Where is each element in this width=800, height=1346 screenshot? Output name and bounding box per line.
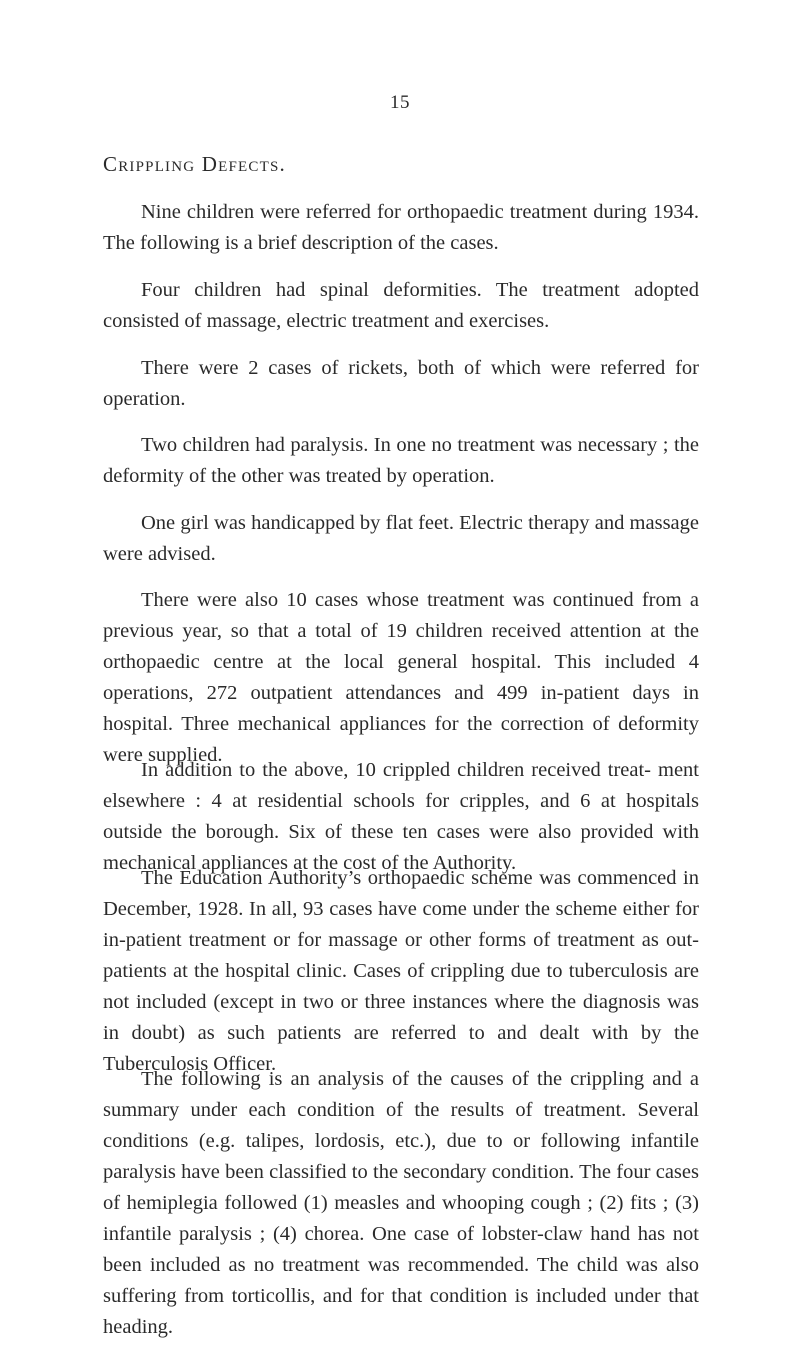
paragraph-rickets — [103, 353, 699, 415]
paragraph-text: One girl was handicapped by flat feet. Electric therapy and massage were advised. — [103, 512, 699, 565]
paragraph-orthopaedic-scheme — [103, 863, 699, 1080]
paragraph-text: The Education Authority’s orthopaedic scheme was commenced in December, 1928. In all, 93 cases have come under the scheme either for in-patient treatment or for massage or other forms of treatment as out-patients at the hospital clinic. Cases of crippling due to tuberculosis are not included (except in two or three instances where the diagnosis was in doubt) as such patients are referred to and dealt with by the Tuberculosis Officer. — [103, 867, 699, 1075]
paragraph-text: Nine children were referred for orthopaedic treatment during 1934. The following is a brief description of the cases. — [103, 201, 699, 254]
paragraph-treatment-elsewhere — [103, 755, 699, 879]
paragraph-referrals — [103, 197, 699, 259]
paragraph-text: The following is an analysis of the causes of the crippling and a summary under each condition of the results of treatment. Several conditions (e.g. talipes, lordosis, etc.), due to or following infantile paralysis have been classified to the secondary condition. The four cases of hemiplegia followed (1) measles and whooping cough ; (2) fits ; (3) infantile paralysis ; (4) chorea. One case of lobster-claw hand has not been included as no treatment was recommended. The child was also suffering from torticollis, and for that condition is included under that heading. — [103, 1068, 699, 1338]
paragraph-text: There were 2 cases of rickets, both of which were referred for operation. — [103, 357, 699, 410]
paragraph-analysis-of-causes — [103, 1064, 699, 1343]
paragraph-flat-feet — [103, 508, 699, 570]
paragraph-text: Four children had spinal deformities. The treatment adopted consisted of massage, electric treatment and exercises. — [103, 279, 699, 332]
paragraph-spinal-deformities — [103, 275, 699, 337]
paragraph-text: There were also 10 cases whose treatment was continued from a previous year, so that a total of 19 children received attention at the orthopaedic centre at the local general hospital. This included 4 operations, 272 outpatient attendances and 499 in-patient days in hospital. Three mechanical appliances for the correction of deformity were supplied. — [103, 589, 699, 766]
paragraph-paralysis — [103, 430, 699, 492]
paragraph-text: In addition to the above, 10 crippled children received treat- ment elsewhere : 4 at residential schools for cripples, and 6 at hospitals outside the borough. Six of these ten cases were also provided with mechanical appliances at the cost of the Authority. — [103, 759, 699, 874]
section-heading: Crippling Defects. — [103, 152, 286, 176]
paragraph-continued-cases — [103, 585, 699, 771]
page-number: 15 — [390, 92, 410, 113]
paragraph-text: Two children had paralysis. In one no treatment was necessary ; the deformity of the other was treated by operation. — [103, 434, 699, 487]
